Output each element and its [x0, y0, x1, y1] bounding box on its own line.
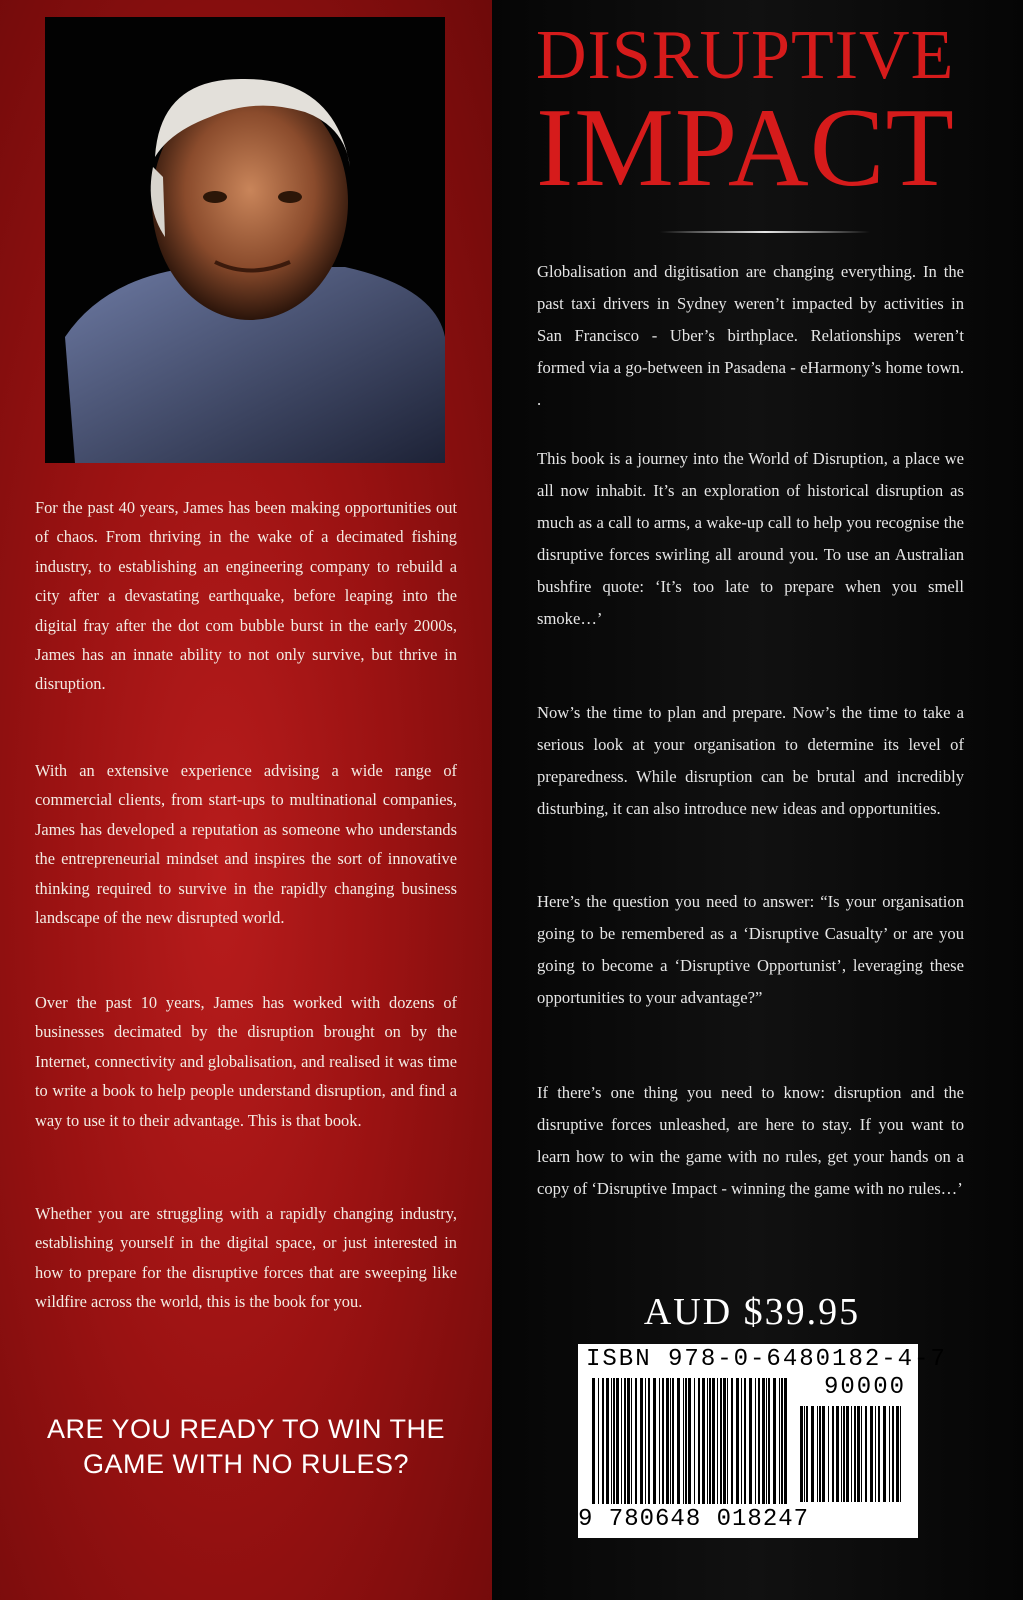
barcode-bar	[683, 1378, 684, 1504]
barcode-bar	[598, 1378, 599, 1504]
barcode-bar	[843, 1406, 845, 1502]
barcode-bar	[666, 1378, 669, 1504]
barcode-bar	[702, 1378, 705, 1504]
barcode-bar	[878, 1406, 880, 1502]
blurb-paragraph-4: Here’s the question you need to answer: “Is your organisation going to be remembered as a ‘Disruptive Casualty’ or are you going to become a ‘Disruptive Opportunist’, leveraging these opportunities to your advantage?”	[537, 892, 964, 1007]
call-to-action	[0, 1412, 492, 1482]
author-bio-paragraph-1: For the past 40 years, James has been making opportunities out of chaos. From thriving in the wake of a decimated fishing industry, to establishing an engineering company to rebuild a city after a devastating earthquake, before leaping into the digital fray after the dot com bubble burst in the early 2000s, James has an innate ability to not only survive, but thrive in disruption.	[35, 498, 457, 694]
barcode-bar	[635, 1378, 637, 1504]
barcode-bar	[800, 1406, 803, 1502]
barcode-bar	[836, 1406, 839, 1502]
barcode-bar	[784, 1378, 787, 1504]
barcode-bar	[694, 1378, 695, 1504]
barcode-bar	[653, 1378, 656, 1504]
barcode-bar	[828, 1406, 829, 1502]
blurb-paragraph-2: This book is a journey into the World of Disruption, a place we all now inhabit. It’s an exploration of historical disruption as much as a call to arms, a wake-up call to help you recognise the disruptive forces swirling all around you. To use an Australian bushfire quote: ‘It’s too late to prepare when you smell smoke…’	[537, 449, 964, 628]
barcode-bar	[889, 1406, 890, 1502]
barcode-bar	[861, 1406, 862, 1502]
isbn-text: ISBN 978-0-6480182-4-7	[586, 1346, 947, 1373]
barcode-bar	[592, 1378, 595, 1504]
barcode-bar	[822, 1406, 825, 1502]
blurb-paragraph-3: Now’s the time to plan and prepare. Now’s the time to take a serious look at your organisation to determine its level of preparedness. While disruption can be brutal and incredibly disturbing, it can also introduce new ideas and opportunities.	[537, 703, 964, 818]
barcode-bar	[806, 1406, 808, 1502]
barcode-bar	[709, 1378, 711, 1504]
barcode-bar	[621, 1378, 622, 1504]
barcode-bar	[698, 1378, 700, 1504]
ean-bars	[592, 1378, 792, 1508]
barcode-bar	[616, 1378, 619, 1504]
barcode-bar	[773, 1378, 776, 1504]
barcode-bar	[811, 1406, 814, 1502]
barcode-bar	[717, 1378, 718, 1504]
barcode-bar	[755, 1378, 756, 1504]
barcode-bar	[677, 1378, 680, 1504]
barcode-bar	[896, 1406, 899, 1502]
addon-code: 90000	[823, 1374, 906, 1401]
barcode-bar	[736, 1378, 739, 1504]
barcode-bar	[723, 1378, 726, 1504]
barcode-bar	[640, 1378, 643, 1504]
barcode-bar	[865, 1406, 867, 1502]
barcode-bar	[900, 1406, 901, 1502]
barcode-bar	[832, 1406, 834, 1502]
ean-digits: 9 780648 018247	[578, 1506, 810, 1533]
title-divider	[660, 231, 870, 233]
barcode-bar	[857, 1406, 860, 1502]
author-bio-paragraph-4: Whether you are struggling with a rapidly changing industry, establishing yourself in the digital space, or just interested in how to prepare for the disruptive forces that are sweeping like wildfire across the world, this is the book for you.	[35, 1204, 457, 1312]
barcode-bar	[613, 1378, 615, 1504]
barcode-bar	[768, 1378, 770, 1504]
barcode-bar	[766, 1378, 767, 1504]
barcode-bar	[602, 1378, 604, 1504]
blurb-paragraph-5: If there’s one thing you need to know: disruption and the disruptive forces unleashed, are here to stay. If you want to learn how to win the game with no rules, get your hands on a copy of ‘Disruptive Impact - winning the game with no rules…’	[537, 1083, 964, 1198]
addon-bars	[800, 1406, 904, 1506]
barcode-bar	[819, 1406, 821, 1502]
author-bio-paragraph-3: Over the past 10 years, James has worked with dozens of businesses decimated by the disruption brought on by the Internet, connectivity and globalisation, and realised it was time to write a book to help people understand disruption, and find a way to use it to their advantage. This is that book.	[35, 993, 457, 1130]
barcode-bar	[648, 1378, 650, 1504]
barcode-bar	[781, 1378, 783, 1504]
cta-line-2: GAME WITH NO RULES?	[82, 1449, 410, 1479]
barcode-bar	[645, 1378, 646, 1504]
barcode-bar	[611, 1378, 612, 1504]
isbn-barcode	[578, 1344, 947, 1538]
barcode-bar	[851, 1406, 852, 1502]
barcode-bar	[707, 1378, 708, 1504]
barcode-bar	[870, 1406, 873, 1502]
barcode-bar	[741, 1378, 742, 1504]
barcode-bar	[688, 1378, 691, 1504]
barcode-bar	[841, 1406, 842, 1502]
barcode-bar	[631, 1378, 632, 1504]
barcode-bar	[685, 1378, 687, 1504]
barcode-bar	[606, 1378, 609, 1504]
barcode-bar	[875, 1406, 876, 1502]
barcode-bar	[624, 1378, 626, 1504]
barcode-bar	[670, 1378, 671, 1504]
barcode-bar	[758, 1378, 760, 1504]
barcode-bar	[662, 1378, 664, 1504]
author-photo	[45, 17, 445, 463]
barcode-bar	[720, 1378, 722, 1504]
barcode-bar	[762, 1378, 765, 1504]
barcode-bar	[712, 1378, 715, 1504]
barcode-bar	[854, 1406, 856, 1502]
book-title-line-2: IMPACT	[536, 86, 955, 210]
barcode-bar	[892, 1406, 894, 1502]
barcode-bar	[749, 1378, 752, 1504]
barcode-bar	[779, 1378, 780, 1504]
book-title-line-1: DISRUPTIVE	[536, 17, 955, 94]
barcode-bar	[883, 1406, 886, 1502]
barcode-bar	[846, 1406, 849, 1502]
cta-line-1: ARE YOU READY TO WIN THE	[46, 1414, 446, 1444]
barcode-bar	[744, 1378, 746, 1504]
barcode-bar	[627, 1378, 630, 1504]
blurb-paragraph-1: Globalisation and digitisation are changing everything. In the past taxi drivers in Sydney weren’t impacted by activities in San Francisco - Uber’s birthplace. Relationships weren’t formed via a go-between in Pasadena - eHarmony’s home town. .	[537, 262, 964, 409]
barcode-bar	[817, 1406, 818, 1502]
barcode-bar	[804, 1406, 805, 1502]
price-label: AUD $39.95	[643, 1291, 861, 1333]
barcode-bar	[672, 1378, 674, 1504]
barcode-bar	[659, 1378, 660, 1504]
barcode-bar	[731, 1378, 733, 1504]
barcode-bar	[727, 1378, 728, 1504]
author-bio-paragraph-2: With an extensive experience advising a wide range of commercial clients, from start-ups to multinational companies, James has developed a reputation as someone who understands the entrepreneurial mindset and inspires the sort of innovative thinking required to survive in the rapidly changing business landscape of the new disrupted world.	[35, 761, 457, 928]
